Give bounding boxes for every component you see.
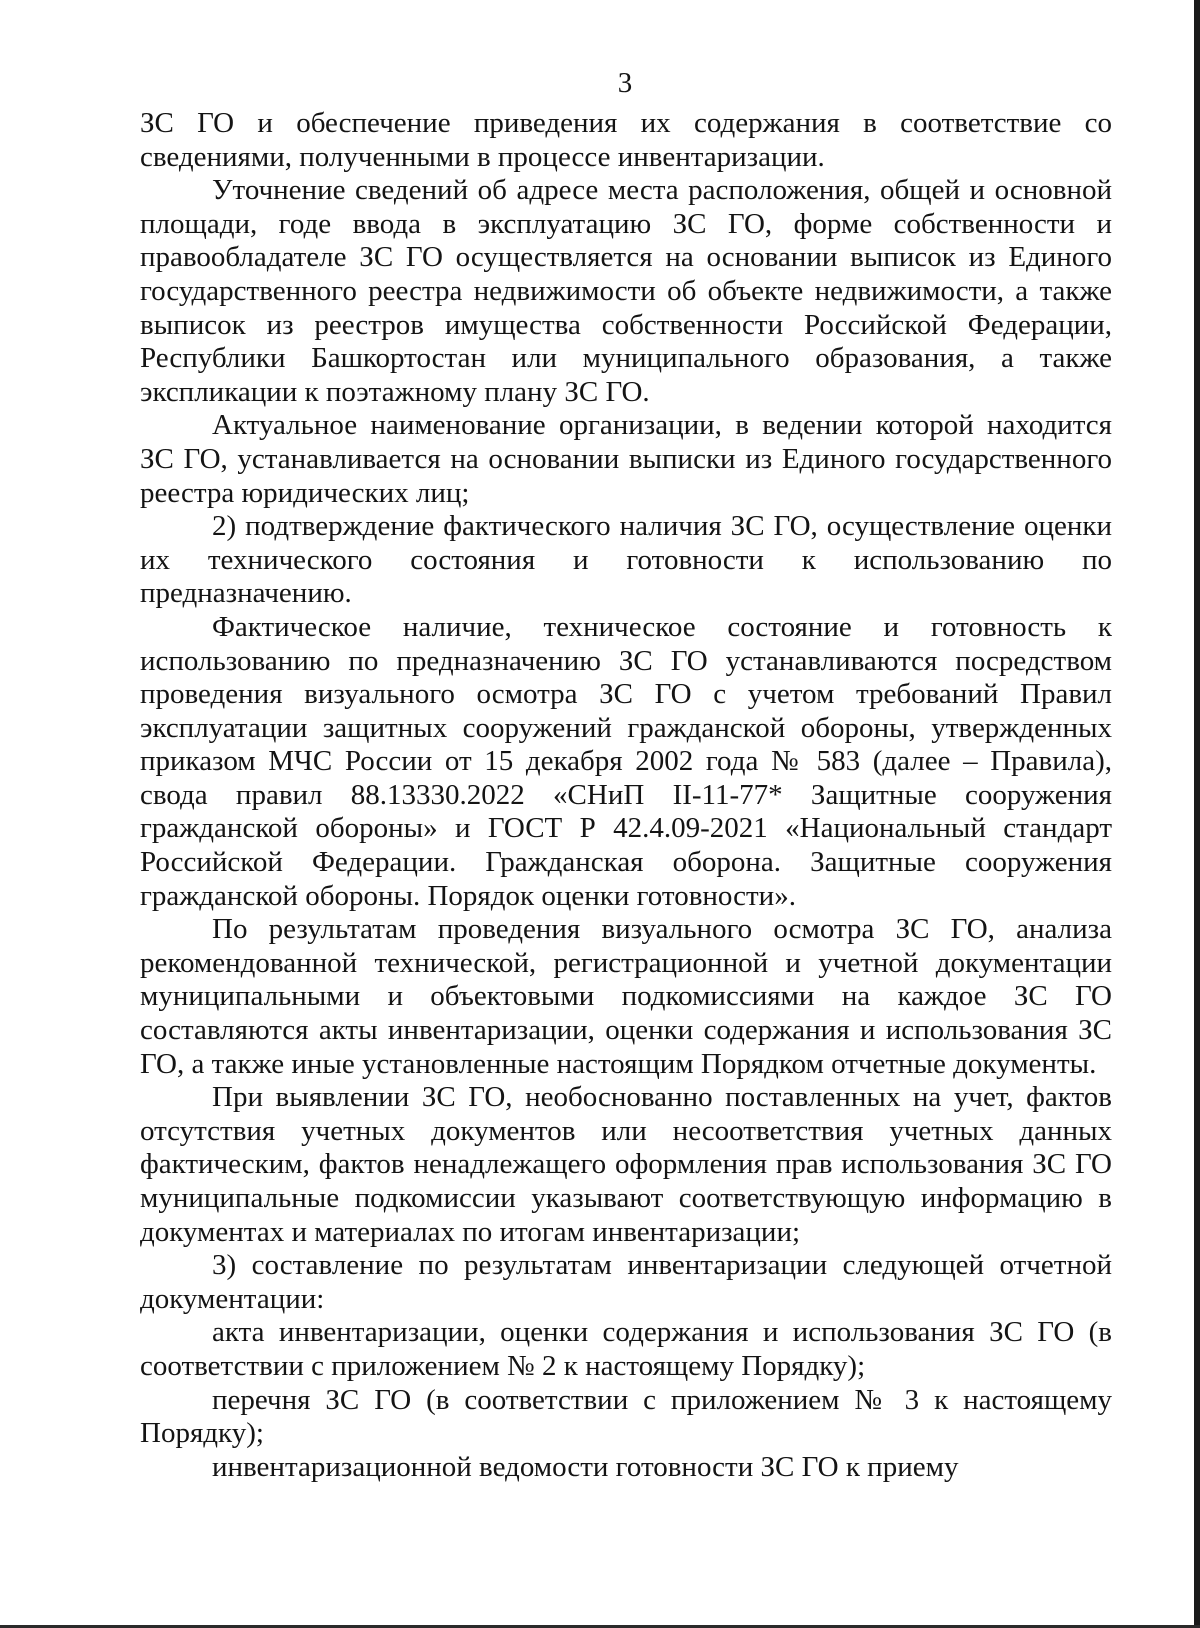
scan-edge-right bbox=[1194, 0, 1200, 1628]
page-number: 3 bbox=[617, 67, 633, 99]
paragraph-discrepancies: При выявлении ЗС ГО, необоснованно поставленных на учет, фактов отсутствия учетных документов или несоответствия учетных данных фактическим, фактов ненадлежащего оформления прав использования ЗС ГО муниципальные подкомиссии указывают соответствующую информацию в документах и материалах по итогам инвентаризации; bbox=[140, 1081, 1112, 1248]
list-item-statement: инвентаризационной ведомости готовности ЗС ГО к приему bbox=[212, 1450, 959, 1483]
list-item-list: перечня ЗС ГО (в соответствии с приложением № 3 к настоящему Порядку); bbox=[140, 1383, 1112, 1450]
paragraph-item-2: 2) подтверждение фактического наличия ЗС ГО, осуществление оценки их технического состояния и готовности к использованию по предназначению. bbox=[140, 510, 1112, 610]
paragraph-organization-name: Актуальное наименование организации, в ведении которой находится ЗС ГО, устанавливается на основании выписки из Единого государственного реестра юридических лиц; bbox=[140, 409, 1112, 509]
document-body bbox=[140, 107, 1112, 1484]
paragraph-item-3: 3) составление по результатам инвентаризации следующей отчетной документации: bbox=[140, 1249, 1112, 1315]
paragraph-inspection-results: По результатам проведения визуального осмотра ЗС ГО, анализа рекомендованной технической, регистрационной и учетной документации муниципальными и объектовыми подкомиссиями на каждое ЗС ГО составляются акты инвентаризации, оценки содержания и использования ЗС ГО, а также иные установленные настоящим Порядком отчетные документы. bbox=[140, 913, 1112, 1080]
paragraph-continuation: ЗС ГО и обеспечение приведения их содержания в соответствие со сведениями, полученными в процессе инвентаризации. bbox=[140, 107, 1112, 173]
paragraph-actual-presence: Фактическое наличие, техническое состояние и готовность к использованию по предназначению ЗС ГО устанавливаются посредством проведения визуального осмотра ЗС ГО с учетом требований Правил эксплуатации защитных сооружений гражданской обороны, утвержденных приказом МЧС России от 15 декабря 2002 года № 583 (далее – Правила), свода правил 88.13330.2022 «СНиП II-11-77* Защитные сооружения гражданской обороны» и ГОСТ Р 42.4.09-2021 «Национальный стандарт Российской Федерации. Гражданская оборона. Защитные сооружения гражданской обороны. Порядок оценки готовности». bbox=[140, 610, 1112, 912]
paragraph-clarification: Уточнение сведений об адресе места расположения, общей и основной площади, годе ввода в эксплуатацию ЗС ГО, форме собственности и правообладателе ЗС ГО осуществляется на основании выписок из Единого государственного реестра недвижимости об объекте недвижимости, а также выписок из реестров имущества собственности Российской Федерации, Республики Башкортостан или муниципального образования, а также экспликации к поэтажному плану ЗС ГО. bbox=[140, 174, 1112, 408]
list-item-act: акта инвентаризации, оценки содержания и использования ЗС ГО (в соответствии с приложением № 2 к настоящему Порядку); bbox=[140, 1316, 1112, 1382]
